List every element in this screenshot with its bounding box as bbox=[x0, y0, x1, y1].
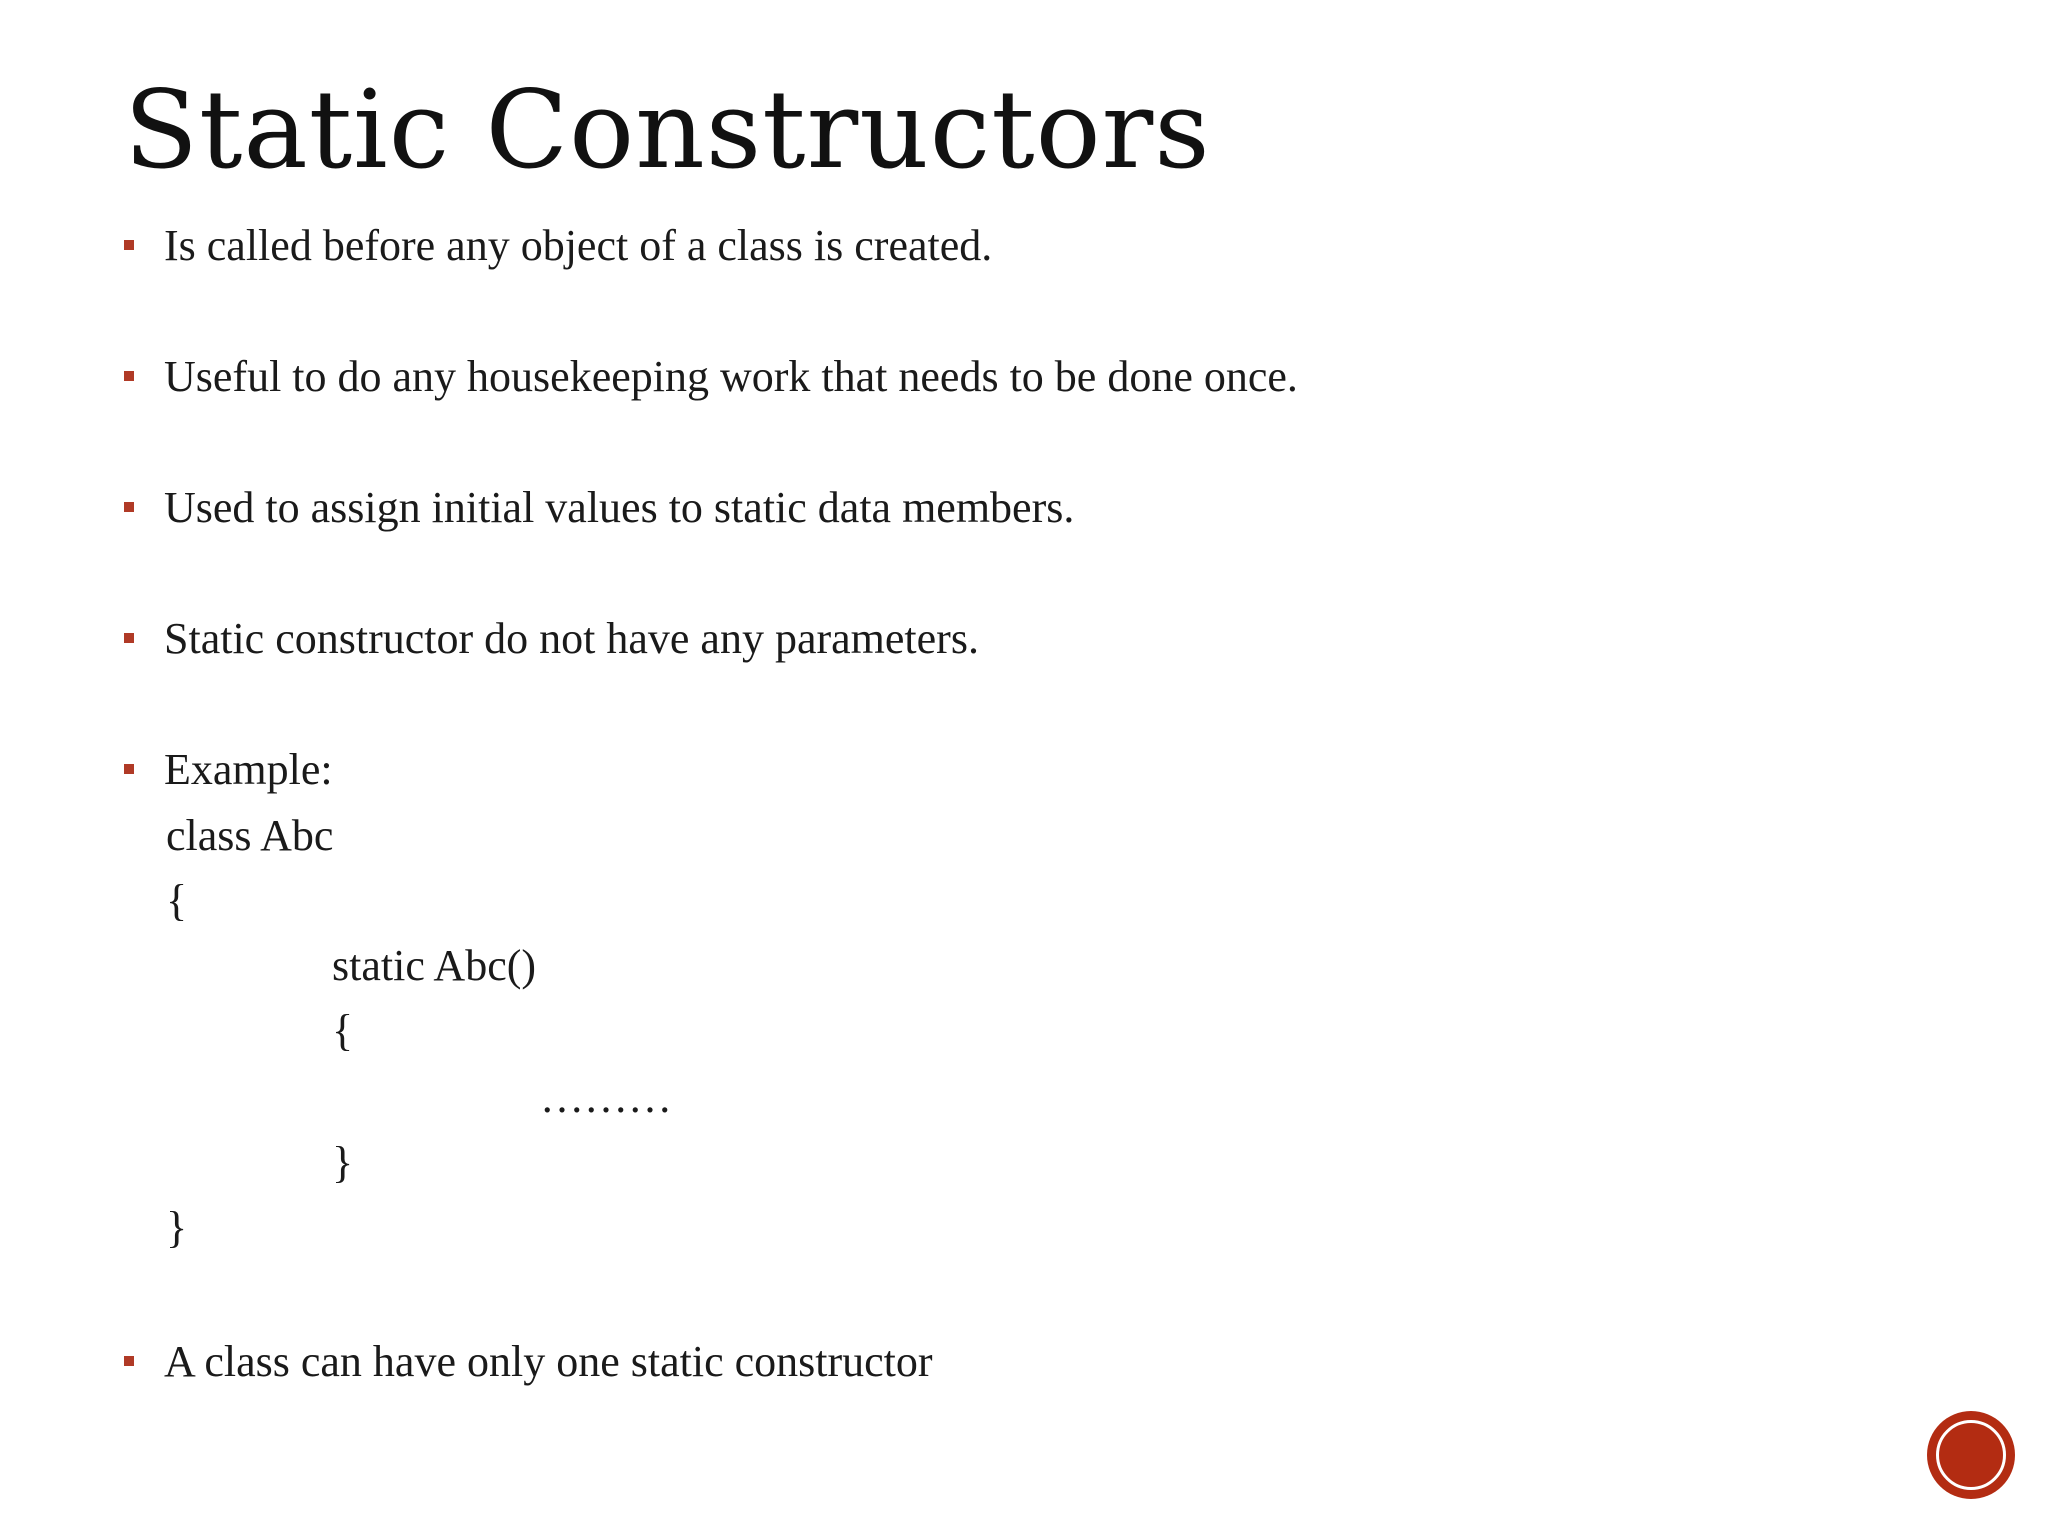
bullet-square-icon bbox=[124, 371, 134, 381]
code-line: class Abc bbox=[166, 811, 334, 860]
bullet-square-icon bbox=[124, 633, 134, 643]
bullet-item bbox=[124, 215, 992, 275]
bullet-text: A class can have only one static constructor bbox=[164, 1336, 933, 1386]
bullet-item bbox=[124, 477, 1074, 537]
bullet-square-icon bbox=[124, 502, 134, 512]
bullet-item bbox=[124, 608, 979, 668]
decorative-circle-icon bbox=[1930, 1414, 2012, 1496]
bullet-item bbox=[124, 346, 1298, 406]
slide-title: Static Constructors bbox=[124, 68, 1211, 193]
decorative-ring bbox=[1936, 1420, 2006, 1490]
code-line: } bbox=[166, 1203, 188, 1252]
code-line: ……… bbox=[540, 1073, 672, 1122]
bullet-text: Useful to do any housekeeping work that needs to be done once. bbox=[164, 351, 1298, 401]
code-line: } bbox=[332, 1138, 354, 1187]
code-line: { bbox=[166, 876, 188, 925]
code-line: static Abc() bbox=[332, 941, 537, 990]
bullet-text: Is called before any object of a class is created. bbox=[164, 220, 993, 270]
bullet-item bbox=[124, 1331, 933, 1391]
bullet-text: Static constructor do not have any parameters. bbox=[164, 613, 979, 663]
bullet-square-icon bbox=[124, 764, 134, 774]
bullet-item bbox=[124, 739, 333, 799]
bullet-text: Example: bbox=[164, 744, 333, 794]
bullet-square-icon bbox=[124, 240, 134, 250]
bullet-square-icon bbox=[124, 1356, 134, 1366]
bullet-text: Used to assign initial values to static data members. bbox=[164, 482, 1075, 532]
code-line: { bbox=[332, 1006, 354, 1055]
